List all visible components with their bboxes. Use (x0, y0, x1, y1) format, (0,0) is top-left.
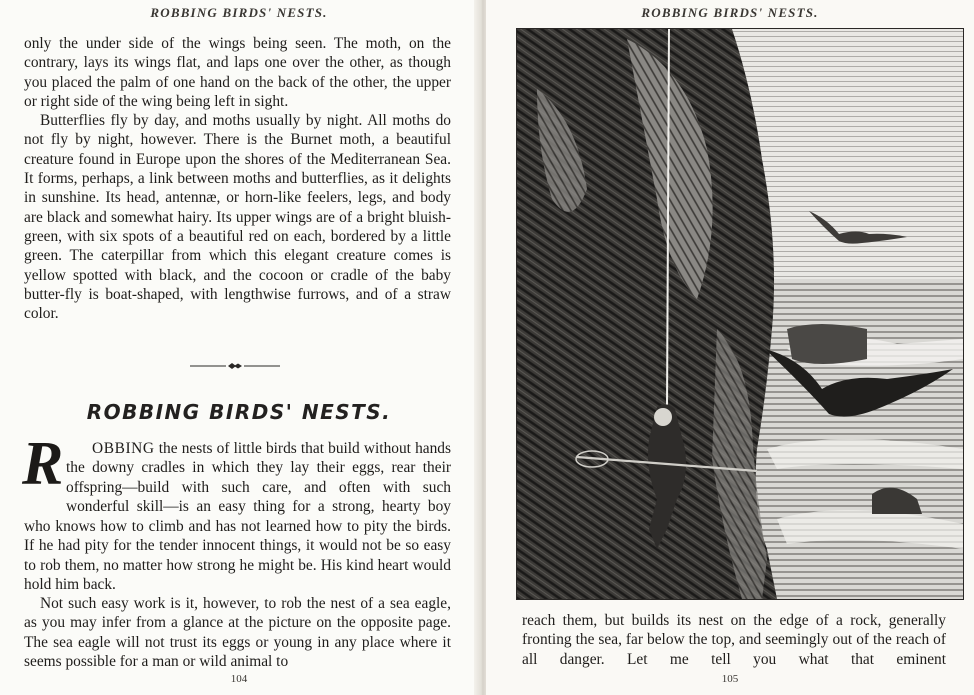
cap-line-1-text: the nests of little birds that build without hands (158, 440, 451, 457)
paragraph-2: Butterflies fly by day, and moths usually by night. All moths do not fly by night, however. There is the Burnet moth, a beautiful creature found in Europe upon the shores of the Mediterranean Sea. It forms, perhaps, a link between moths and butterflies, as it delights in sunshine. Its head, antennæ, or horn-like feelers, legs, and body are black and somewhat hairy. Its upper wings are of a bright bluish-green, with six spots of a beautiful red on each, bordered by a little green. The caterpillar from which this elegant creature comes is yellow spotted with black, and the cocoon or cradle of the baby butter-fly is boat-shaped, with lengthwise furrows, and of a straw color. (24, 112, 451, 323)
running-head-right: ROBBING BIRDS' NESTS. (641, 5, 819, 20)
left-page (0, 0, 478, 695)
paragraph-3-continued: who knows how to climb and has not learned how to pity the birds. If he had pity for the tender innocent things, it would not be so easy to rob them, no matter how strong he might be. His kind heart would hold him back. (24, 518, 451, 593)
paragraph-1: only the under side of the wings being seen. The moth, on the contrary, lays its wings flat, and laps one over the other, as though you placed the palm of one hand on the back of the other, the upper or right side of the wing being left in sight. (24, 35, 451, 110)
right-page (486, 0, 974, 695)
paragraph-right: reach them, but builds its nest on the edge of a rock, generally fronting the sea, far below the top, and seemingly out of the reach of all danger. Let me tell you what that eminent (522, 612, 946, 668)
running-head-left: ROBBING BIRDS' NESTS. (150, 5, 328, 20)
body-text-top (24, 34, 451, 323)
page-number-left: 104 (230, 673, 248, 685)
cap-line-1 (92, 439, 451, 458)
drop-cap: R (22, 430, 64, 498)
paragraph-4: Not such easy work is it, however, to rob the nest of a sea eagle, as you may infer from a glance at the picture on the opposite page. The sea eagle will not trust its eggs or young in any place where it seems possible for a man or wild animal to (24, 595, 451, 671)
first-word-rest: OBBING (92, 440, 155, 457)
body-text-right (522, 611, 946, 669)
cap-line-2: the downy cradles in which they lay their eggs, rear their (66, 459, 451, 476)
cap-line-3: offspring—build with such care, and often with such (66, 479, 451, 496)
section-title: ROBBING BIRDS' NESTS. (86, 400, 392, 424)
cap-line-4: wonderful skill—is an easy thing for a strong, hearty boy (66, 498, 451, 515)
section-divider-ornament (190, 362, 280, 370)
engraving-illustration (516, 28, 964, 600)
page-number-right: 105 (721, 673, 739, 685)
body-text-bottom (24, 517, 451, 671)
